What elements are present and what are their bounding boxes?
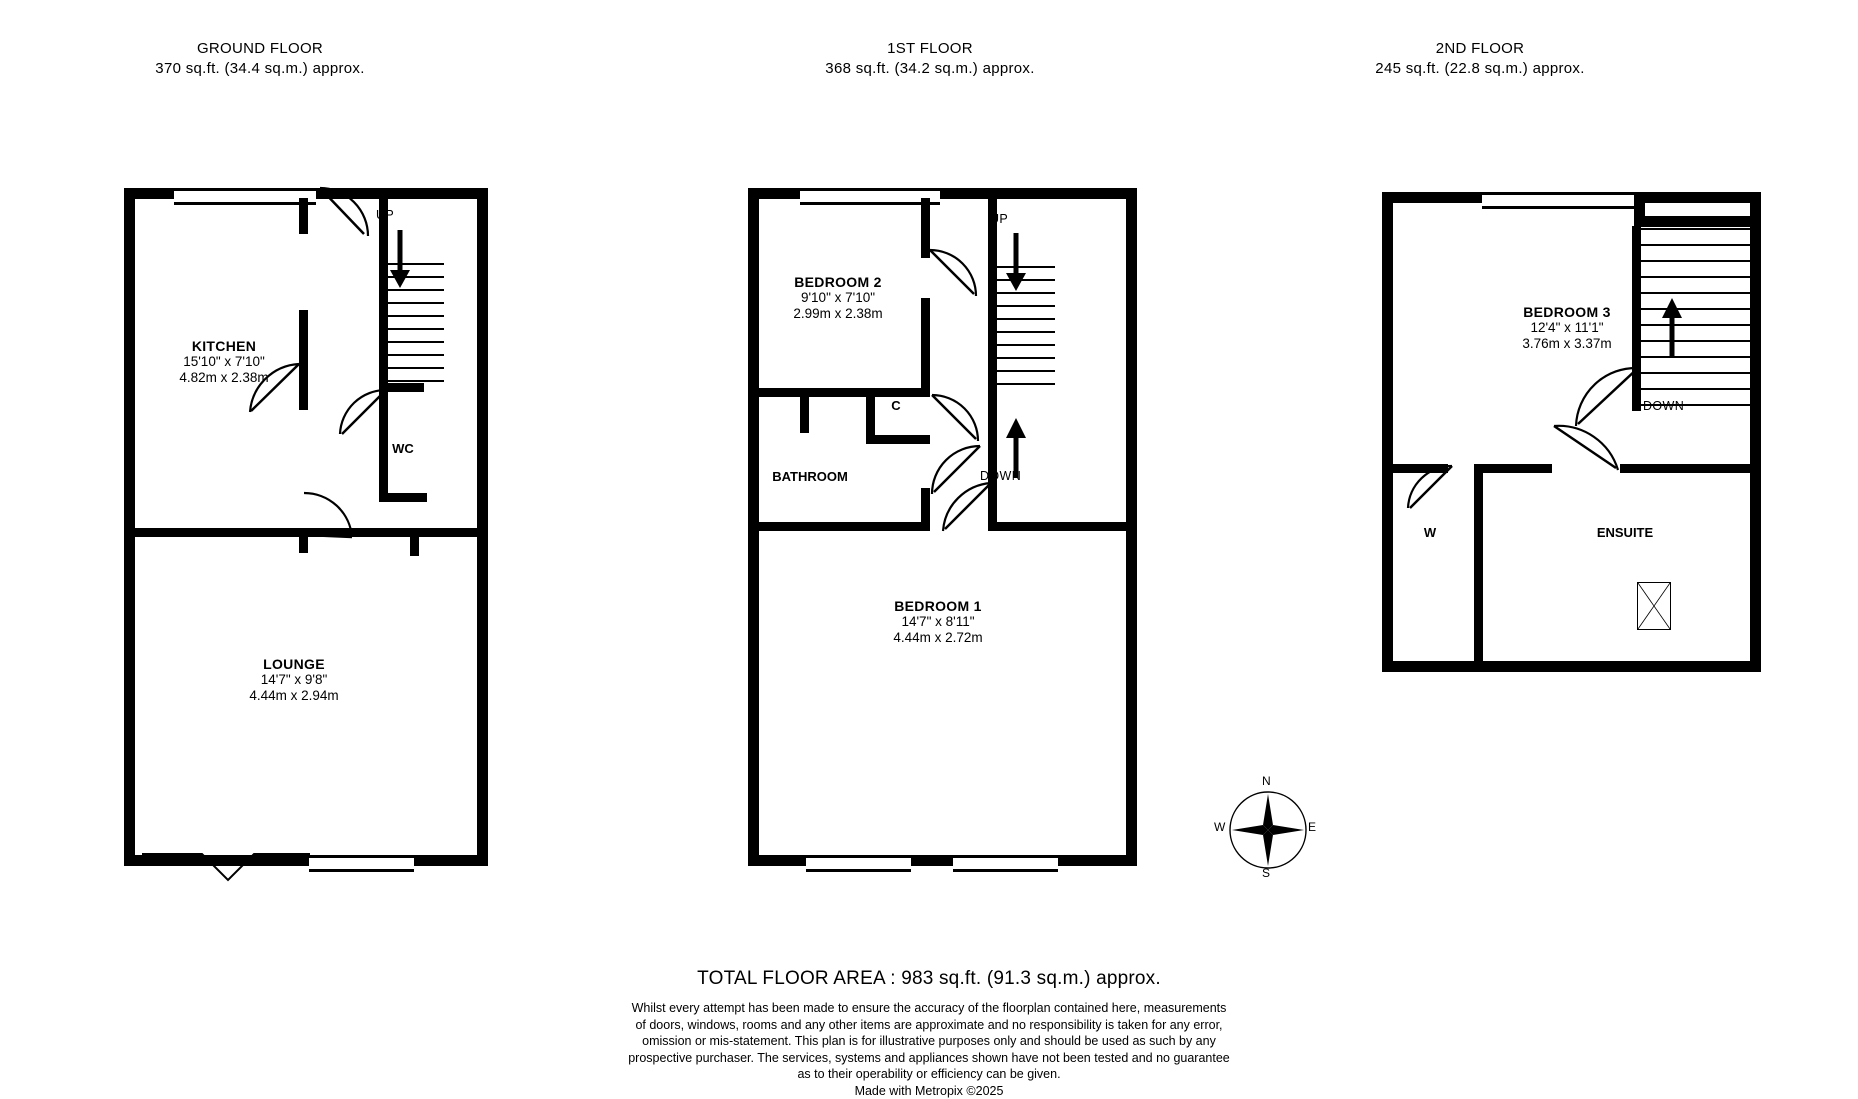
- shower-tray-icon: [1637, 582, 1671, 630]
- floor-title-first-name: 1ST FLOOR: [790, 40, 1070, 57]
- floor-title-ground-area: 370 sq.ft. (34.4 sq.m.) approx.: [120, 60, 400, 77]
- room-dim-ft-kitchen: 15'10" x 7'10": [139, 354, 309, 370]
- stair-label-ground-up-text: UP: [376, 208, 394, 222]
- wall-second-ensuite-top3: [1620, 464, 1761, 473]
- disclaimer-line-2: of doors, windows, rooms and any other items are approximate and no responsibility is taken for any error,: [0, 1017, 1858, 1034]
- room-label-w: [1410, 525, 1450, 540]
- wall-second-bottom: [1382, 661, 1761, 672]
- room-label-bedroom3: [1477, 304, 1657, 352]
- window-lounge-rear: [309, 855, 414, 872]
- room-dim-m-kitchen: 4.82m x 2.38m: [139, 370, 309, 386]
- wall-ground-kitchen-lounge: [124, 528, 314, 537]
- wall-first-bed2-bottom: [748, 388, 808, 397]
- disclaimer-line-5: as to their operability or efficiency can be given.: [0, 1066, 1858, 1083]
- floor-title-first-area: 368 sq.ft. (34.2 sq.m.) approx.: [790, 60, 1070, 77]
- compass-east-label: [1308, 820, 1316, 834]
- stair-arrow-second-down: [1654, 296, 1690, 358]
- wall-second-right: [1750, 192, 1761, 672]
- wall-ground-hall-divider: [299, 198, 308, 234]
- window-bedroom1-rear-left: [806, 855, 911, 872]
- door-second-w: [1404, 466, 1456, 512]
- room-dim-ft-bedroom1: 14'7" x 8'11": [853, 614, 1023, 630]
- door-second-ensuite: [1550, 426, 1622, 476]
- room-label-ensuite: [1580, 525, 1670, 540]
- wall-ground-corner-block: [410, 528, 488, 537]
- wall-second-left: [1382, 192, 1393, 672]
- room-name-bathroom: BATHROOM: [772, 469, 848, 484]
- wall-ground-wc-bottom: [379, 493, 427, 502]
- compass-west-text: W: [1214, 820, 1226, 834]
- floor-plan-first: [748, 188, 1148, 868]
- wall-first-bath-right: [921, 488, 930, 531]
- room-dim-ft-bedroom2: 9'10" x 7'10": [753, 290, 923, 306]
- stair-label-second-down: [1643, 399, 1684, 413]
- floor-title-second-name: 2ND FLOOR: [1340, 40, 1620, 57]
- door-first-bedroom2: [926, 250, 980, 302]
- compass-east-text: E: [1308, 820, 1316, 834]
- door-first-cupboard: [930, 395, 984, 445]
- stair-label-first-down-text: DOWN: [980, 469, 1021, 483]
- wall-first-stair-left: [988, 198, 997, 393]
- room-name-w: W: [1424, 525, 1436, 540]
- door-ground-lounge: [294, 493, 356, 545]
- room-dim-m-bedroom2: 2.99m x 2.38m: [753, 306, 923, 322]
- door-first-bedroom1: [933, 483, 995, 539]
- floor-title-ground: [120, 40, 400, 77]
- door-ground-wc: [336, 390, 388, 440]
- compass-south-label: [1262, 866, 1270, 880]
- floor-plan-ground: [124, 188, 524, 868]
- room-dim-ft-bedroom3: 12'4" x 11'1": [1477, 320, 1657, 336]
- wall-second-top-step2: [1634, 216, 1761, 227]
- room-name-cupboard: C: [891, 398, 900, 413]
- stair-label-first-up: [990, 212, 1008, 226]
- window-bedroom1-rear-right: [953, 855, 1058, 872]
- window-bedroom3-front: [1482, 192, 1634, 209]
- disclaimer-line-4: prospective purchaser. The services, systems and appliances shown have not been tested and no guarantee: [0, 1050, 1858, 1067]
- window-kitchen-front: [174, 188, 316, 205]
- wall-first-bath-top: [800, 388, 930, 397]
- floor-title-second-area: 245 sq.ft. (22.8 sq.m.) approx.: [1340, 60, 1620, 77]
- door-second-landing: [1570, 368, 1642, 434]
- compass-south-text: S: [1262, 866, 1270, 880]
- compass-west-label: [1214, 820, 1226, 834]
- bay-ground-lounge: [142, 828, 322, 888]
- wall-ground-right: [477, 188, 488, 866]
- attribution: Made with Metropix ©2025: [0, 1083, 1858, 1099]
- compass-north-label: [1262, 774, 1271, 788]
- room-dim-m-lounge: 4.44m x 2.94m: [209, 688, 379, 704]
- floor-title-first: [790, 40, 1070, 77]
- room-name-bedroom1: BEDROOM 1: [853, 598, 1023, 614]
- room-dim-ft-lounge: 14'7" x 9'8": [209, 672, 379, 688]
- room-name-wc: WC: [392, 441, 414, 456]
- room-name-ensuite: ENSUITE: [1597, 525, 1653, 540]
- room-label-lounge: [209, 656, 379, 704]
- wall-second-top-left: [1382, 192, 1490, 203]
- wall-ground-left: [124, 188, 135, 866]
- compass-north-text: N: [1262, 774, 1271, 788]
- wall-second-w-right: [1474, 464, 1483, 664]
- disclaimer-line-1: Whilst every attempt has been made to ensure the accuracy of the floorplan contained here, measurements: [0, 1000, 1858, 1017]
- disclaimer: [0, 1000, 1858, 1099]
- stair-label-first-up-text: UP: [990, 212, 1008, 226]
- total-floor-area: TOTAL FLOOR AREA : 983 sq.ft. (91.3 sq.m.) approx.: [0, 968, 1858, 990]
- room-dim-m-bedroom1: 4.44m x 2.72m: [853, 630, 1023, 646]
- floor-title-second: [1340, 40, 1620, 77]
- stair-label-second-down-text: DOWN: [1643, 399, 1684, 413]
- compass-rose: [1216, 778, 1320, 882]
- room-label-bedroom2: [753, 274, 923, 322]
- floor-title-ground-name: GROUND FLOOR: [120, 40, 400, 57]
- room-label-cupboard: [876, 398, 916, 413]
- room-dim-m-bedroom3: 3.76m x 3.37m: [1477, 336, 1657, 352]
- room-name-bedroom3: BEDROOM 3: [1477, 304, 1657, 320]
- room-name-kitchen: KITCHEN: [139, 338, 309, 354]
- room-label-bathroom: [710, 469, 910, 484]
- room-label-wc: [378, 441, 428, 456]
- window-bedroom2-front: [800, 188, 940, 205]
- room-label-kitchen: [139, 338, 309, 386]
- wall-first-bath-bottom: [748, 522, 923, 531]
- wall-first-bed2-right: [921, 198, 930, 258]
- door-ground-entry: [320, 184, 378, 240]
- room-name-lounge: LOUNGE: [209, 656, 379, 672]
- wall-first-landing-bottom: [988, 522, 1137, 531]
- footer: [0, 968, 1858, 1099]
- floor-plan-second: [1382, 192, 1782, 682]
- wall-first-cupboard-bottom: [866, 435, 930, 444]
- stair-arrow-ground-up: [382, 230, 418, 292]
- stair-arrow-first-up: [998, 233, 1034, 295]
- stair-label-ground-up: [376, 208, 394, 222]
- wall-second-ensuite-top2: [1474, 464, 1552, 473]
- disclaimer-line-3: omission or mis-statement. This plan is for illustrative purposes only and should be used as such by any: [0, 1033, 1858, 1050]
- room-label-bedroom1: [853, 598, 1023, 646]
- stair-label-first-down: [980, 469, 1021, 483]
- wall-second-top-right: [1634, 192, 1761, 203]
- room-name-bedroom2: BEDROOM 2: [753, 274, 923, 290]
